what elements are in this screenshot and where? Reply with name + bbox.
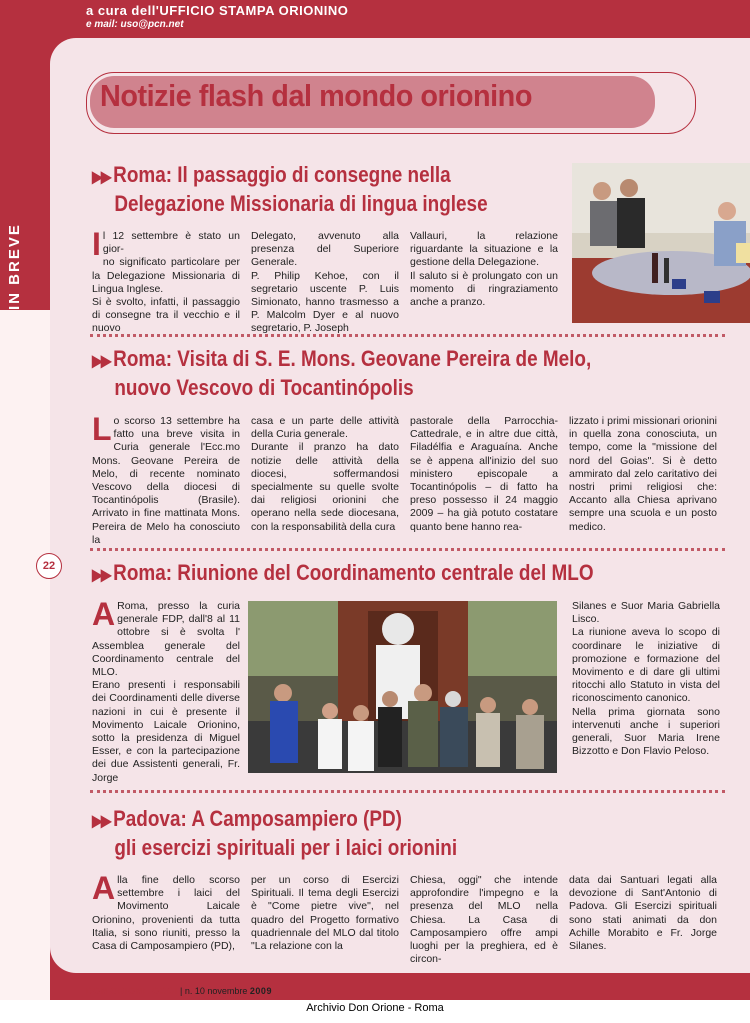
article-3-group-photo <box>248 601 557 773</box>
article-1-col-1: Il 12 settembre è stato un gior- no significato particolare per la Delegazione Missionaria di Lingua Inglese. Si è svolto, infatti, il passaggio di consegne tra il vecchio e il nuovo <box>92 226 240 335</box>
divider <box>90 334 725 337</box>
article-3-col-2: Silanes e Suor Maria Gabriella Lisco. La riunione aveva lo scopo di coordinare le iniziative di promozione e formazione del Movimento e di dare gli ultimi ritocchi allo Statuto in vista del riconoscimento canonico. Nella prima giornata sono intervenuti anche i superiori generali, Suor Maria Irene Bizzotto e Don Flavio Peloso. <box>572 600 720 758</box>
article-1-col-2: Delegato, avvenuto alla presenza del Superiore Generale. P. Philip Kehoe, con il segretario uscente P. Luis Simionato, hanno trasmesso a P. Malcolm Dyer e al nuovo segretario, P. Joseph <box>251 230 399 335</box>
dropcap: I <box>92 226 101 262</box>
sidebar-panel <box>0 310 50 1000</box>
article-4-col-3: Chiesa, oggi" che intende approfondire l'impegno e la presenza del MLO nella Chiesa. La Casa di Camposampiero offre ampi luoghi per la preghiera, ed è circon- <box>410 874 558 966</box>
page-number: 22 <box>36 553 62 579</box>
article-1-title: ▶▶ Roma: Il passaggio di consegne nella Delegazione Missionaria di lingua inglese <box>92 162 488 216</box>
article-2-col-1: Lo scorso 13 settembre ha fatto una breve visita in Curia generale l'Ecc.mo Mons. Geovane Pereira de Melo, di recente nominato Vescovo della diocesi di Tocantinópolis (Brasile). Arrivato in fine mattinata Mons. Pereira de Melo ha conosciuto la <box>92 411 240 546</box>
article-1-col-3: Vallauri, la relazione riguardante la situazione e la gestione della Delegazione. Il saluto si è prolungato con un momento di ringraziamento anche a pranzo. <box>410 230 558 309</box>
header-editor: a cura dell'UFFICIO STAMPA ORIONINO <box>86 3 349 18</box>
divider <box>90 790 725 793</box>
divider <box>90 548 725 551</box>
article-1-photo <box>572 163 750 323</box>
arrow-icon: ▶▶ <box>92 567 110 584</box>
article-4-body <box>92 870 717 966</box>
dropcap: A <box>92 870 116 906</box>
article-3-col-1: A Roma, presso la curia generale FDP, dall'8 al 11 ottobre si è svolta l' Assemblea generale del Coordinamento centrale del MLO. Erano presenti i responsabili dei Coordinamenti delle diverse nazioni in cui è presente il Movimento Laicale Orionino, sotto la presidenza di Miguel Esser, e con la partecipazione dei due Assistenti generali, Fr. Jorge <box>92 596 240 784</box>
article-4-title: ▶▶ Padova: A Camposampiero (PD) gli esercizi spirituali per i laici orionini <box>92 806 458 860</box>
arrow-icon: ▶▶ <box>92 169 110 186</box>
dropcap: A <box>92 596 116 632</box>
content-card <box>50 38 750 973</box>
article-2-title: ▶▶ Roma: Visita di S. E. Mons. Geovane Pereira de Melo, nuovo Vescovo di Tocantinópolis <box>92 346 592 400</box>
arrow-icon: ▶▶ <box>92 353 110 370</box>
article-4-col-4: data dai Santuari legati alla devozione di Sant'Antonio di Padova. Gli Esercizi spirituali sono stati animati da don Achille Morabito e Fr. Jorge Silanes. <box>569 874 717 953</box>
banner-title: Notizie flash dal mondo orionino <box>100 78 532 113</box>
page-footer: DON ORIONE OGGI | n. 10 novembre 2009 <box>86 986 272 996</box>
article-4-col-1: Alla fine dello scorso settembre i laici del Movimento Laicale Orionino, provenienti da tutta Italia, si sono riuniti, presso la Casa di Camposampiero (PD), <box>92 870 240 953</box>
page-header <box>86 3 348 30</box>
header-email: e mail: uso@pcn.net <box>86 19 184 30</box>
dropcap: L <box>92 411 112 447</box>
issue-number: n. 10 novembre <box>184 986 248 996</box>
article-4-col-2: per un corso di Esercizi Spirituali. Il tema degli Esercizi è "Come pietre vive", nel quadro del Progetto formativo quadriennale del MLO dal titolo "La relazione con la <box>251 874 399 953</box>
article-3-title: ▶▶ Roma: Riunione del Coordinamento centrale del MLO <box>92 560 594 585</box>
magazine-name: DON ORIONE OGGI <box>86 986 178 996</box>
archive-caption: Archivio Don Orione - Roma <box>306 1002 444 1014</box>
issue-year: 2009 <box>249 986 272 996</box>
arrow-icon: ▶▶ <box>92 813 110 830</box>
article-2-col-2: casa e un parte delle attività della Curia generale. Durante il pranzo ha dato notizie delle attività della diocesi, soffermandosi specialmente su quelle svolte dai religiosi orionini che operano nella sede diocesana, con la responsabilità della cura <box>251 415 399 533</box>
sidebar <box>0 40 50 1000</box>
article-2-body <box>92 411 717 546</box>
article-2-col-4: lizzato i primi missionari orionini in quella zona conosciuta, un tempo, come la "missione del nord del Goias". Si è detto ammirato dal zelo caritativo dei nostri primi religiosi che: Accanto alla Chiesa aprivano sempre una scuola e un posto medico. <box>569 415 717 533</box>
article-2-col-3: pastorale della Parrocchia-Cattedrale, e in altre due città, Filadélfia e Araguaína. Anche se è appena all'inizio del suo ministero episcopale a Tocantinópolis – di fatto ha preso possesso il 24 maggio 2009 – ha già potuto costatare quanto bene hanno rea- <box>410 415 558 533</box>
section-label: IN BREVE <box>6 223 23 310</box>
article-1-body <box>92 226 558 335</box>
